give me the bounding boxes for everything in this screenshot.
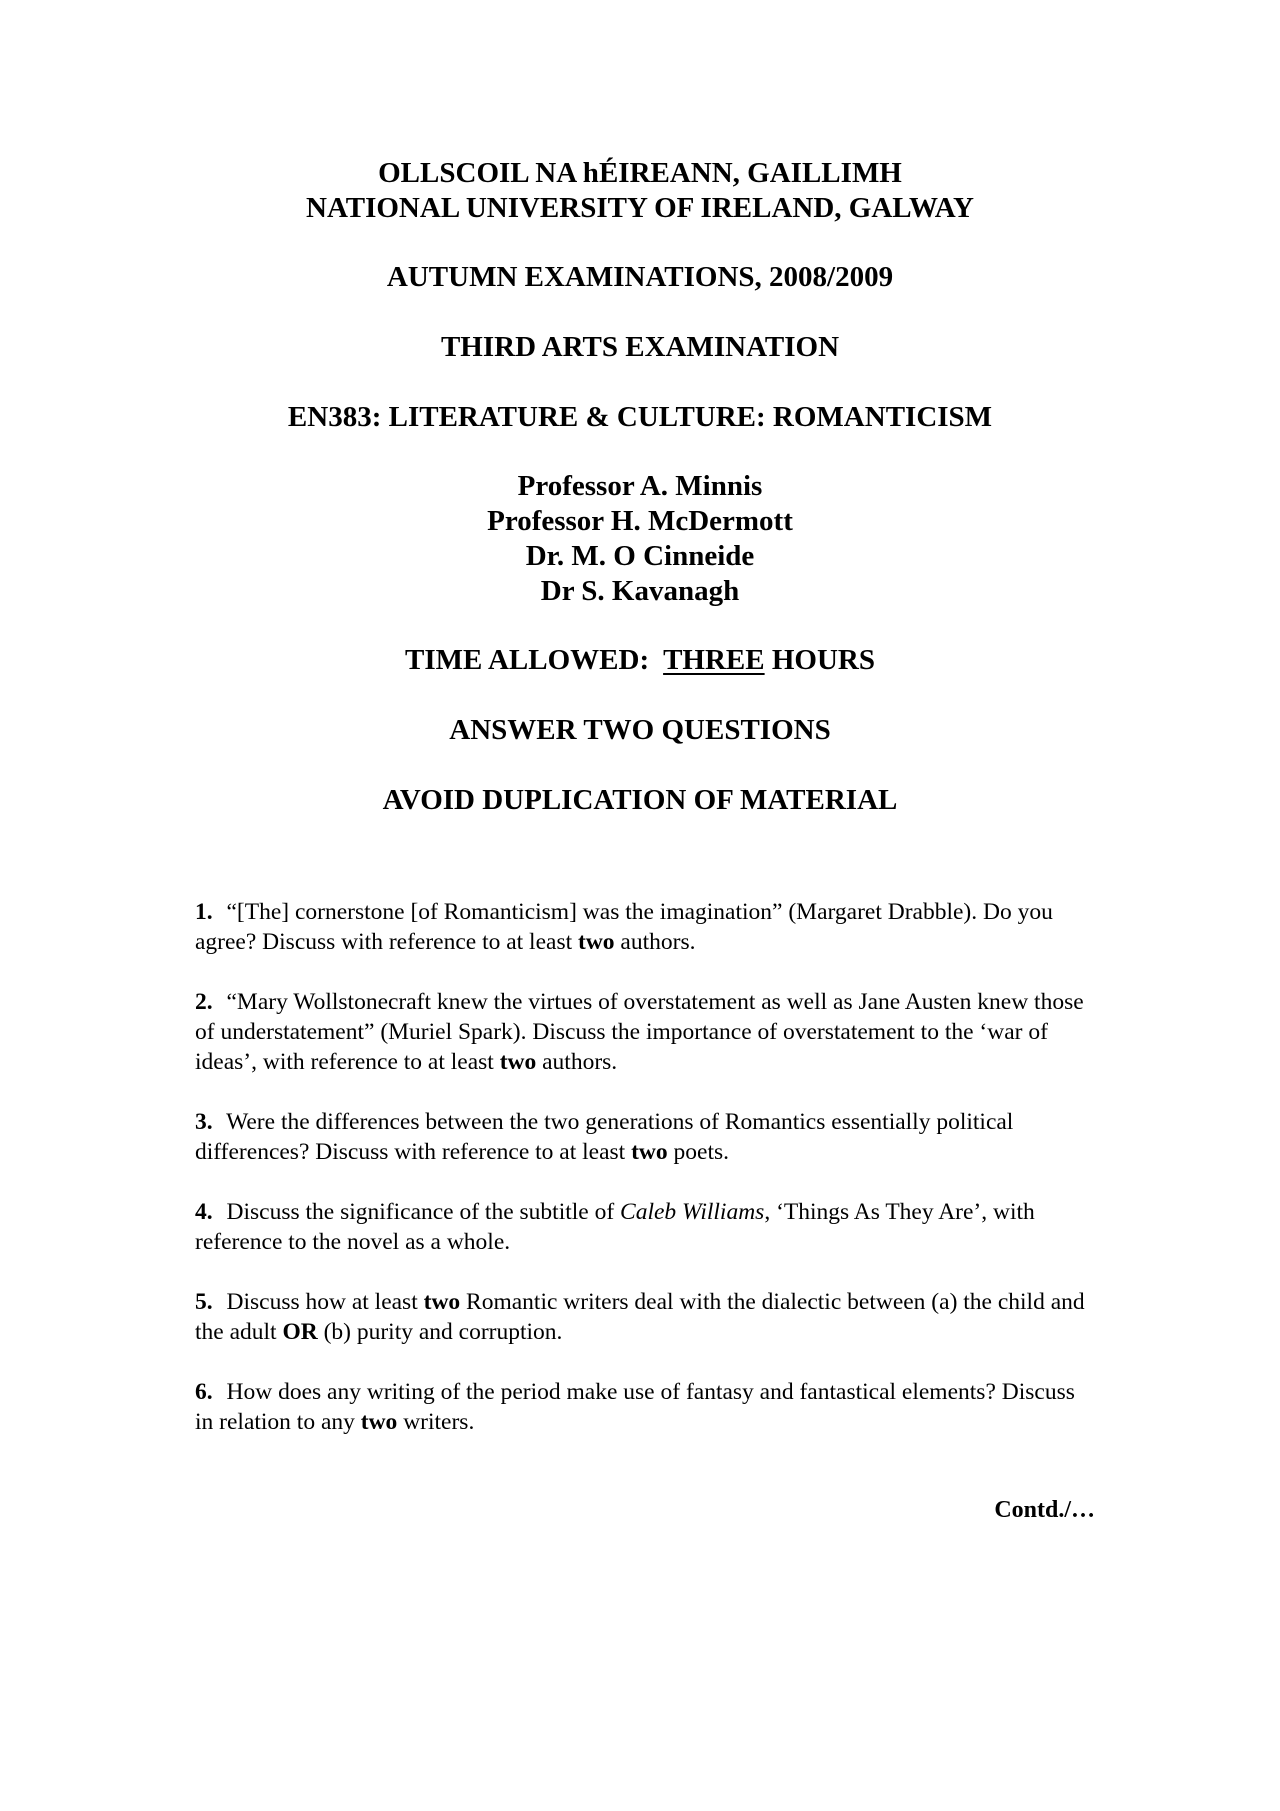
examiner: Dr. M. O Cinneide xyxy=(525,540,755,572)
question-item xyxy=(195,897,1095,957)
question-text: (b) purity and corruption. xyxy=(317,1319,563,1345)
university-header xyxy=(0,156,1280,226)
course-title: EN383: LITERATURE & CULTURE: ROMANTICISM xyxy=(287,401,993,433)
book-title: Caleb Williams xyxy=(620,1199,765,1225)
time-allowed-value: THREE xyxy=(663,644,765,676)
university-name-english: NATIONAL UNIVERSITY OF IRELAND, GALWAY xyxy=(306,192,974,224)
question-item xyxy=(195,1287,1095,1347)
question-text: Romantic writers deal with the dialectic between (a) the child and the adult xyxy=(195,1289,1085,1345)
question-text: Discuss the significance of the subtitle of xyxy=(226,1199,621,1225)
question-item xyxy=(195,987,1095,1077)
university-name-irish: OLLSCOIL NA hÉIREANN, GAILLIMH xyxy=(378,157,902,189)
question-item xyxy=(195,1197,1095,1257)
continued-marker: Contd./… xyxy=(994,1497,1095,1523)
question-number: 6. xyxy=(195,1379,213,1405)
question-item xyxy=(195,1107,1095,1167)
question-text: , ‘Things As They Are’, with reference to the novel as a whole. xyxy=(195,1199,1035,1255)
examiner: Dr S. Kavanagh xyxy=(540,575,740,607)
question-text: “[The] cornerstone [of Romanticism] was the imagination” (Margaret Drabble). Do you agree? Discuss with reference to at least xyxy=(195,899,1053,955)
question-emphasis: two xyxy=(578,929,615,955)
time-allowed-label: TIME ALLOWED: xyxy=(404,644,650,676)
question-text: poets. xyxy=(667,1139,729,1165)
question-text: authors. xyxy=(614,929,696,955)
answer-instruction: ANSWER TWO QUESTIONS xyxy=(449,714,831,746)
question-item xyxy=(195,1377,1095,1437)
question-number: 1. xyxy=(195,899,213,925)
question-text: Discuss how at least xyxy=(226,1289,424,1315)
question-emphasis: two xyxy=(499,1049,537,1075)
examiner: Professor A. Minnis xyxy=(517,470,763,502)
exam-session: AUTUMN EXAMINATIONS, 2008/2009 xyxy=(386,261,894,293)
time-allowed xyxy=(0,643,1280,678)
exam-title: THIRD ARTS EXAMINATION xyxy=(440,331,840,363)
question-emphasis: two xyxy=(423,1289,461,1315)
question-emphasis: two xyxy=(631,1139,668,1165)
question-text: Were the differences between the two generations of Romantics essentially political differences? Discuss with reference to at least xyxy=(195,1109,1014,1165)
question-number: 4. xyxy=(195,1199,213,1225)
question-number: 5. xyxy=(195,1289,213,1315)
question-emphasis: two xyxy=(360,1409,398,1435)
question-number: 3. xyxy=(195,1109,213,1135)
question-emphasis: OR xyxy=(282,1319,318,1345)
question-text: “Mary Wollstonecraft knew the virtues of overstatement as well as Jane Austen knew those of understatement” (Muriel Spark). Discuss the importance of overstatement to the ‘war of ideas’, with reference to at least xyxy=(195,989,1084,1075)
examiner: Professor H. McDermott xyxy=(487,505,793,537)
examiners-list xyxy=(0,469,1280,609)
question-text: writers. xyxy=(397,1409,475,1435)
question-text: authors. xyxy=(536,1049,618,1075)
question-list xyxy=(195,897,1095,1467)
question-number: 2. xyxy=(195,989,213,1015)
question-text: How does any writing of the period make use of fantasy and fantastical elements? Discuss in relation to any xyxy=(195,1379,1075,1435)
time-allowed-unit: HOURS xyxy=(771,644,876,676)
duplication-instruction: AVOID DUPLICATION OF MATERIAL xyxy=(382,784,898,816)
